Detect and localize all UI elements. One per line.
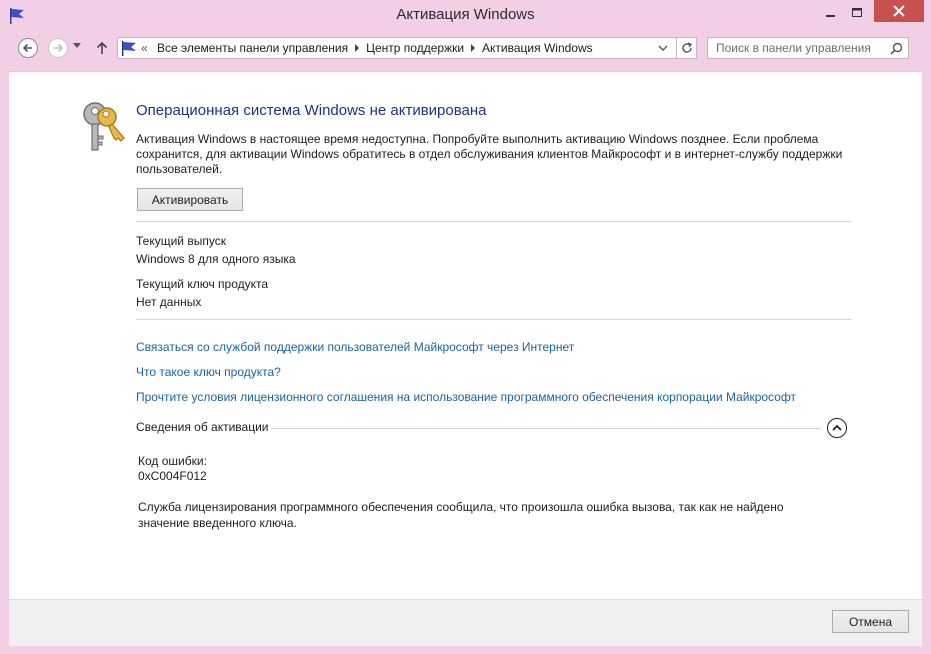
breadcrumb-item-action-center[interactable]: Центр поддержки bbox=[366, 41, 465, 55]
close-icon bbox=[893, 5, 905, 17]
breadcrumb-overflow[interactable]: « bbox=[141, 41, 148, 55]
forward-arrow-icon bbox=[52, 42, 64, 54]
keys-icon bbox=[79, 100, 129, 155]
breadcrumb-separator-icon[interactable] bbox=[471, 44, 475, 52]
search-input[interactable] bbox=[708, 38, 892, 58]
activate-button[interactable]: Активировать bbox=[137, 188, 243, 211]
window-title: Активация Windows bbox=[396, 6, 535, 23]
breadcrumb bbox=[157, 41, 593, 55]
edition-value: Windows 8 для одного языка bbox=[136, 252, 296, 266]
breadcrumb-item-control-panel[interactable]: Все элементы панели управления bbox=[157, 41, 349, 55]
close-button[interactable] bbox=[874, 0, 924, 22]
back-arrow-icon bbox=[22, 42, 34, 54]
license-terms-link[interactable]: Прочтите условия лицензионного соглашения на использование программного обеспечения корпорации Майкрософт bbox=[136, 390, 796, 404]
search-box[interactable] bbox=[707, 37, 909, 59]
breadcrumb-item-activation[interactable]: Активация Windows bbox=[482, 41, 593, 55]
page-title: Операционная система Windows не активирована bbox=[136, 102, 487, 119]
error-message: Служба лицензирования программного обеспечения сообщила, что произошла ошибка вызова, так как не найдено значение введенного ключа. bbox=[138, 500, 784, 530]
edition-label: Текущий выпуск bbox=[136, 234, 226, 248]
main-content bbox=[9, 71, 922, 600]
title-bar bbox=[0, 0, 931, 32]
back-button[interactable] bbox=[18, 38, 38, 58]
product-key-value: Нет данных bbox=[136, 295, 202, 309]
divider bbox=[271, 428, 821, 429]
navigation-bar bbox=[9, 33, 922, 67]
error-code-label: Код ошибки: bbox=[138, 454, 207, 468]
minimize-icon bbox=[826, 8, 836, 18]
breadcrumb-separator-icon[interactable] bbox=[355, 44, 359, 52]
what-is-product-key-link[interactable]: Что такое ключ продукта? bbox=[136, 365, 281, 379]
chevron-up-icon bbox=[832, 424, 842, 432]
maximize-icon bbox=[852, 8, 862, 18]
up-arrow-icon[interactable] bbox=[96, 41, 108, 55]
description-text: Активация Windows в настоящее время недоступна. Попробуйте выполнить активацию Windows позднее. Если проблема сохранится, для активации Windows обратитесь в отдел обслуживания клиентов Майкрософт и в интернет-службу поддержки пользователей. bbox=[136, 132, 843, 176]
cancel-button[interactable]: Отмена bbox=[832, 610, 909, 633]
refresh-icon bbox=[681, 42, 693, 54]
collapse-details-button[interactable] bbox=[827, 418, 847, 438]
support-link[interactable]: Связаться со службой поддержки пользователей Майкрософт через Интернет bbox=[136, 340, 575, 354]
search-icon[interactable] bbox=[890, 42, 903, 55]
maximize-button[interactable] bbox=[844, 0, 870, 26]
minimize-button[interactable] bbox=[818, 0, 844, 26]
refresh-button[interactable] bbox=[677, 37, 697, 59]
product-key-label: Текущий ключ продукта bbox=[136, 277, 269, 291]
flag-icon bbox=[121, 41, 137, 56]
activation-details-title: Сведения об активации bbox=[136, 420, 269, 434]
address-bar[interactable] bbox=[117, 37, 677, 59]
footer bbox=[9, 599, 922, 646]
forward-button[interactable] bbox=[48, 38, 68, 58]
chevron-down-icon[interactable] bbox=[658, 44, 668, 52]
recent-locations-dropdown-icon[interactable] bbox=[73, 43, 81, 49]
divider bbox=[136, 319, 851, 320]
error-code-value: 0xC004F012 bbox=[138, 469, 207, 483]
divider bbox=[136, 221, 851, 222]
